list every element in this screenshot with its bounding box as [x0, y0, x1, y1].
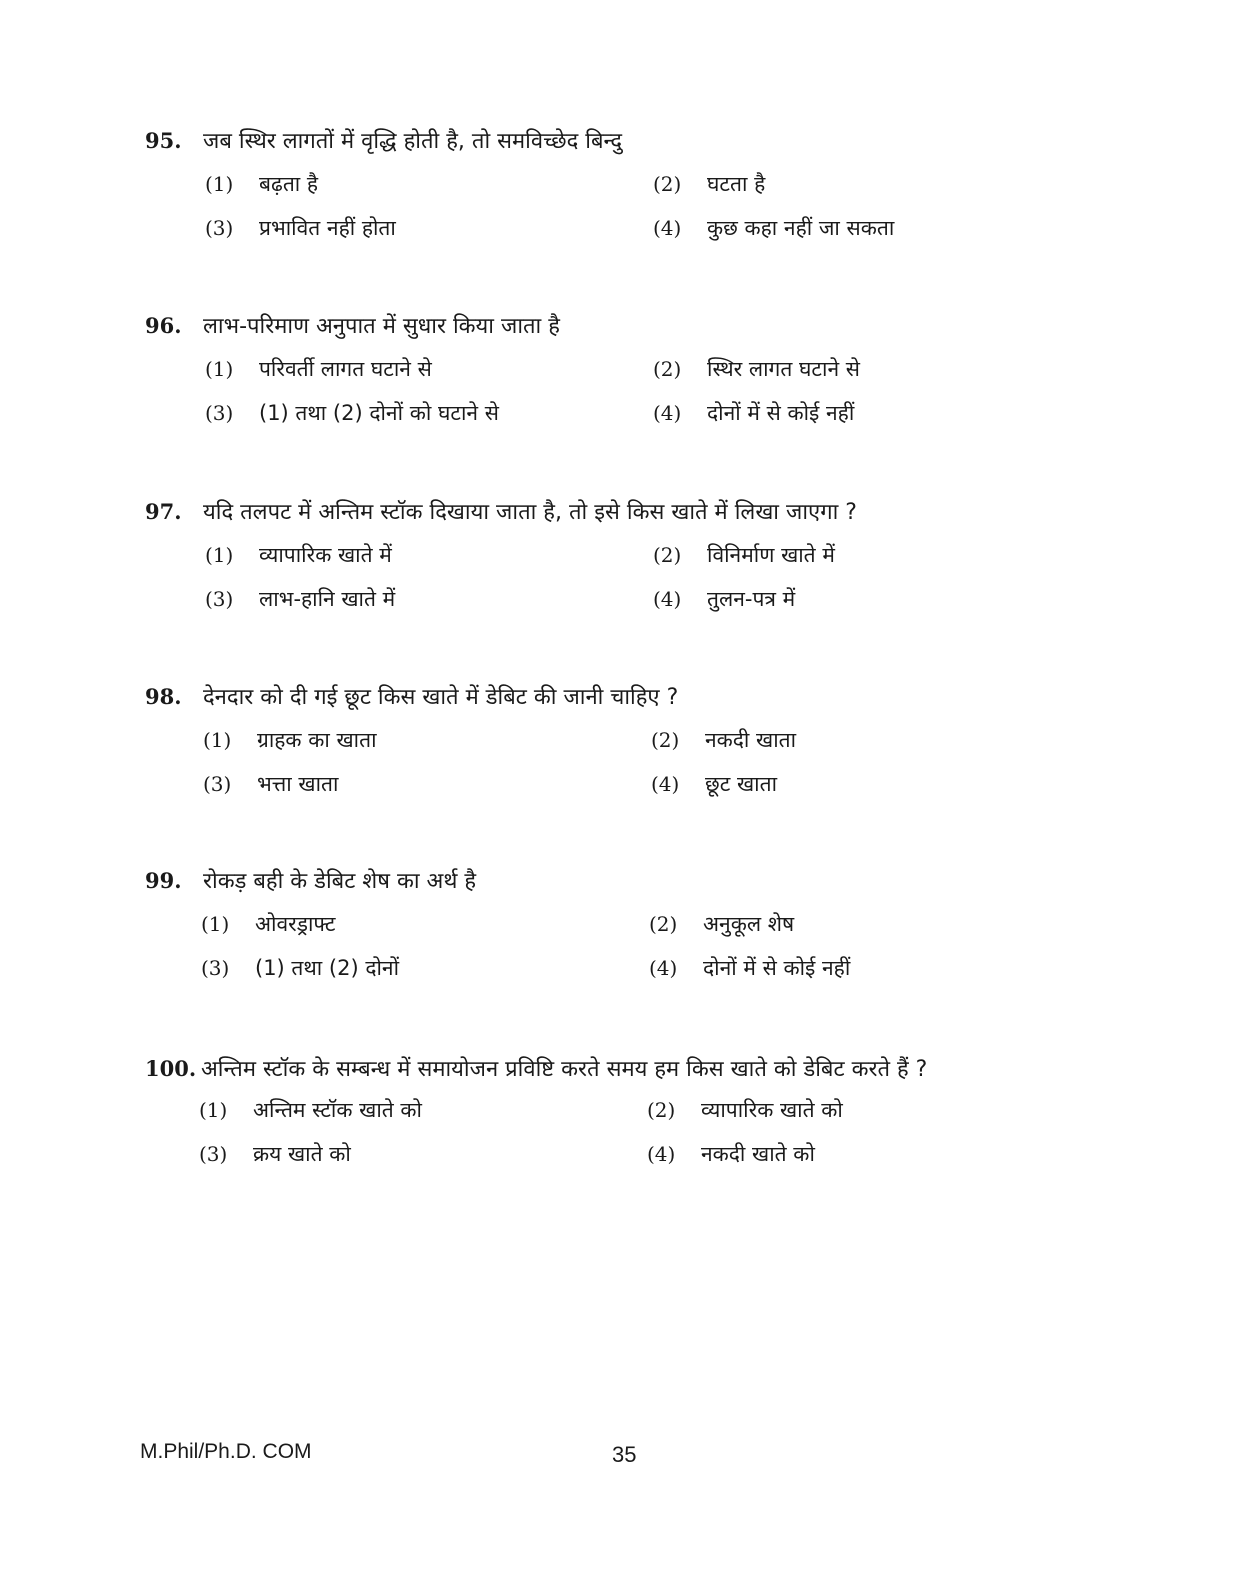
option-text: दोनों में से कोई नहीं	[707, 401, 855, 425]
option-1	[199, 1092, 422, 1128]
option-text: परिवर्ती लागत घटाने से	[259, 357, 432, 381]
option-number: (3)	[199, 1142, 228, 1166]
option-2	[653, 537, 835, 573]
option-2	[653, 351, 860, 387]
question-text: अन्तिम स्टॉक के सम्बन्ध में समायोजन प्रविष्टि करते समय हम किस खाते को डेबिट करते हैं ?	[201, 1057, 928, 1082]
option-number: (3)	[203, 772, 232, 796]
option-number: (2)	[653, 357, 682, 381]
option-text: लाभ-हानि खाते में	[259, 587, 396, 611]
option-text: क्रय खाते को	[253, 1142, 351, 1166]
option-text: ग्राहक का खाता	[257, 728, 377, 752]
option-number: (1)	[203, 728, 232, 752]
option-number: (4)	[649, 956, 678, 980]
option-text: नकदी खाता	[705, 728, 797, 752]
option-text: व्यापारिक खाते को	[701, 1098, 843, 1122]
option-number: (1)	[199, 1098, 228, 1122]
question-stem	[145, 860, 1145, 900]
option-1	[205, 166, 318, 202]
option-number: (2)	[647, 1098, 676, 1122]
option-1	[201, 906, 336, 942]
option-number: (3)	[201, 956, 230, 980]
option-text: व्यापारिक खाते में	[259, 543, 392, 567]
option-number: (4)	[653, 401, 682, 425]
page-number: 35	[612, 1442, 637, 1467]
option-number: (4)	[653, 587, 682, 611]
question-number: 100.	[145, 1055, 197, 1081]
option-number: (1)	[201, 912, 230, 936]
option-3	[205, 581, 395, 617]
option-text: कुछ कहा नहीं जा सकता	[707, 216, 895, 240]
option-3	[205, 395, 499, 431]
option-1	[205, 537, 392, 573]
question-number: 98.	[145, 683, 182, 709]
option-text: नकदी खाते को	[701, 1142, 815, 1166]
option-text: अन्तिम स्टॉक खाते को	[253, 1098, 422, 1122]
option-3	[201, 950, 399, 986]
option-number: (2)	[649, 912, 678, 936]
question-number: 97.	[145, 498, 182, 524]
question-number: 95.	[145, 127, 182, 153]
option-text: (1) तथा (2) दोनों	[255, 956, 400, 980]
option-number: (4)	[647, 1142, 676, 1166]
question-text: यदि तलपट में अन्तिम स्टॉक दिखाया जाता है, तो इसे किस खाते में लिखा जाएगा ?	[203, 500, 857, 525]
question-text: लाभ-परिमाण अनुपात में सुधार किया जाता है	[203, 314, 560, 339]
question-stem	[145, 491, 1145, 531]
option-number: (2)	[653, 543, 682, 567]
option-text: घटता है	[707, 172, 766, 196]
option-text: स्थिर लागत घटाने से	[707, 357, 860, 381]
option-3	[205, 210, 396, 246]
option-number: (4)	[653, 216, 682, 240]
question-97	[145, 491, 1145, 611]
question-95	[145, 120, 1145, 240]
question-text: देनदार को दी गई छूट किस खाते में डेबिट की जानी चाहिए ?	[203, 685, 679, 710]
option-2	[653, 166, 765, 202]
question-99	[145, 860, 1145, 980]
question-96	[145, 305, 1145, 425]
question-100	[145, 1048, 1145, 1166]
option-text: भत्ता खाता	[257, 772, 339, 796]
option-number: (1)	[205, 357, 234, 381]
option-number: (2)	[653, 172, 682, 196]
option-text: प्रभावित नहीं होता	[259, 216, 396, 240]
option-4	[647, 1136, 815, 1172]
option-text: अनुकूल शेष	[703, 912, 795, 936]
option-2	[647, 1092, 843, 1128]
footer-course-code: M.Phil/Ph.D. COM	[140, 1440, 312, 1463]
option-text: (1) तथा (2) दोनों को घटाने से	[259, 401, 499, 425]
option-number: (4)	[651, 772, 680, 796]
option-4	[651, 766, 777, 802]
option-1	[205, 351, 432, 387]
option-number: (3)	[205, 587, 234, 611]
option-3	[199, 1136, 351, 1172]
question-stem	[145, 305, 1145, 345]
option-1	[203, 722, 377, 758]
option-3	[203, 766, 338, 802]
option-4	[653, 581, 795, 617]
question-stem	[145, 1048, 1145, 1088]
option-2	[651, 722, 796, 758]
option-4	[653, 395, 854, 431]
option-2	[649, 906, 794, 942]
question-text: जब स्थिर लागतों में वृद्धि होती है, तो समविच्छेद बिन्दु	[203, 129, 623, 154]
option-number: (2)	[651, 728, 680, 752]
option-text: दोनों में से कोई नहीं	[703, 956, 851, 980]
option-text: विनिर्माण खाते में	[707, 543, 835, 567]
option-number: (1)	[205, 543, 234, 567]
option-number: (3)	[205, 401, 234, 425]
question-stem	[145, 676, 1145, 716]
question-98	[145, 676, 1145, 796]
option-text: तुलन-पत्र में	[707, 587, 796, 611]
option-text: बढ़ता है	[259, 172, 319, 196]
question-stem	[145, 120, 1145, 160]
option-number: (3)	[205, 216, 234, 240]
option-4	[649, 950, 850, 986]
option-text: ओवरड्राफ्ट	[255, 912, 336, 936]
question-number: 99.	[145, 867, 182, 893]
option-4	[653, 210, 894, 246]
option-number: (1)	[205, 172, 234, 196]
question-number: 96.	[145, 312, 182, 338]
question-text: रोकड़ बही के डेबिट शेष का अर्थ है	[203, 869, 477, 894]
option-text: छूट खाता	[705, 772, 778, 796]
